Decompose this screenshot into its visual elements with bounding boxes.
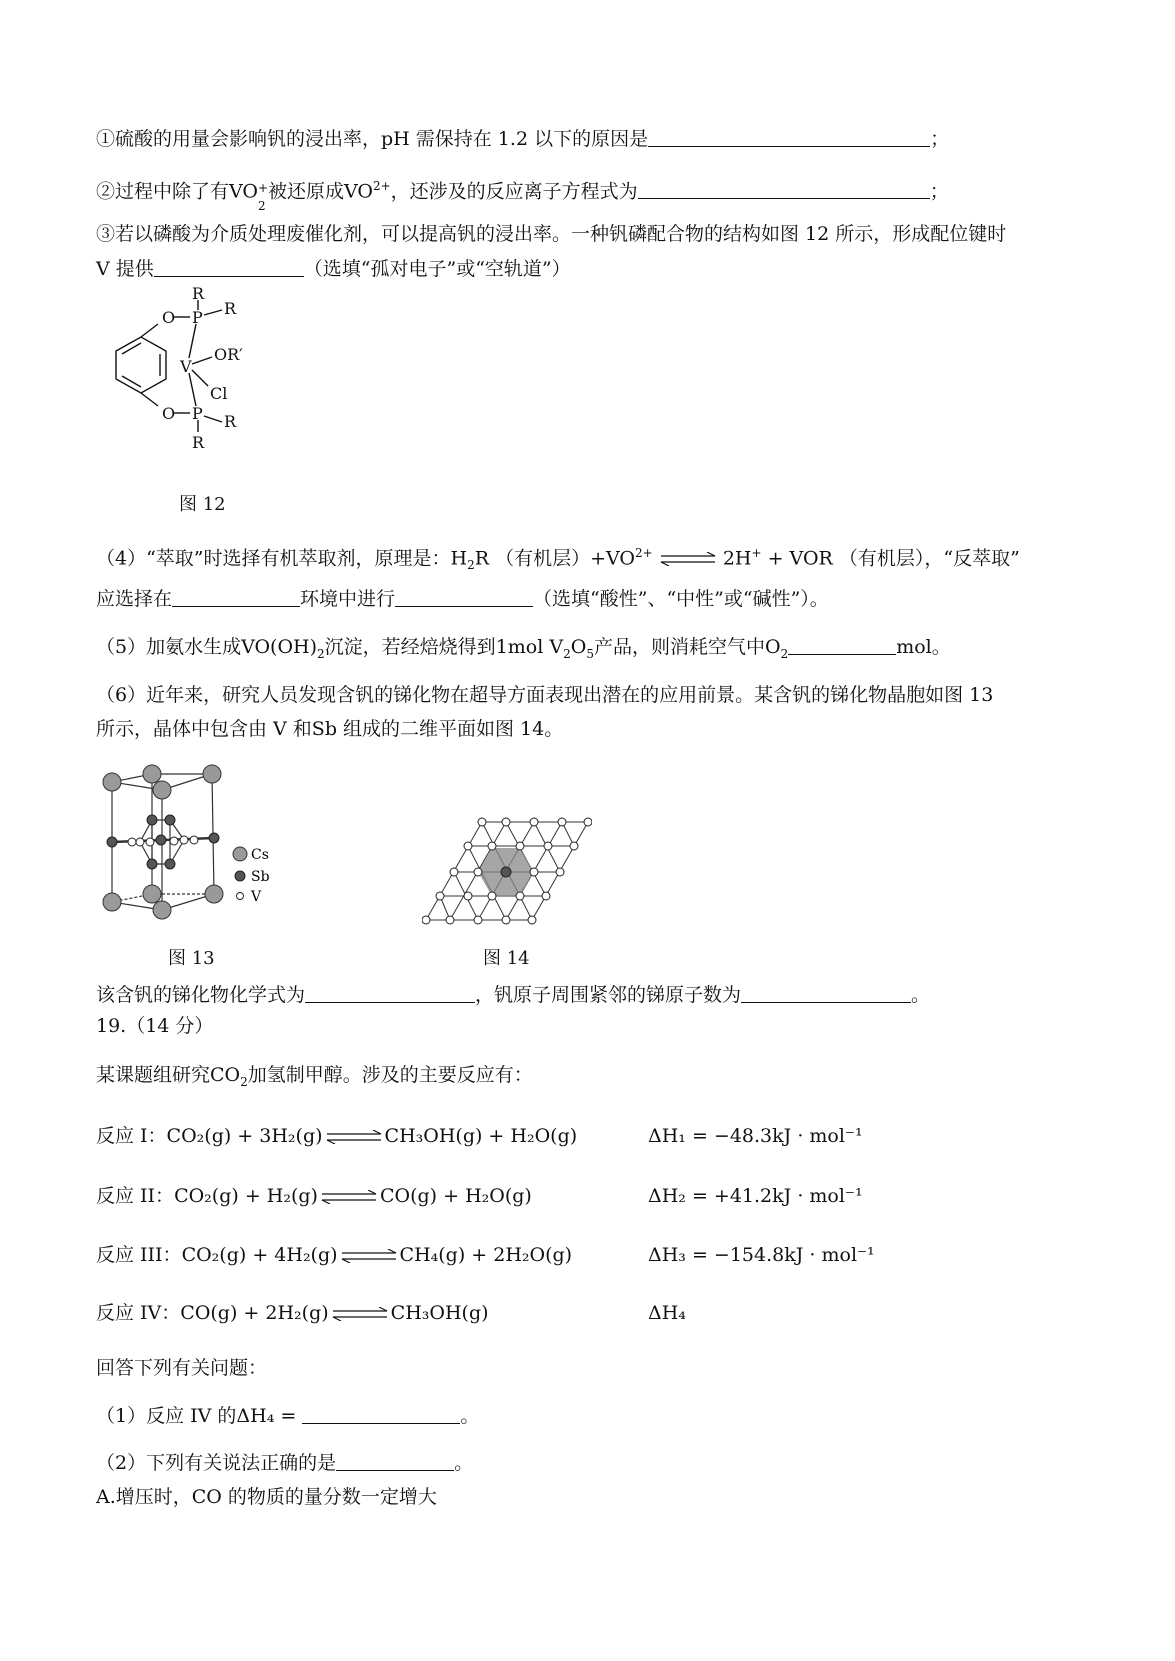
answer-blank[interactable]: [788, 636, 896, 655]
enthalpy-symbol: ΔH₃ =: [648, 1244, 708, 1266]
fig12-ORp: OR′: [214, 345, 243, 364]
fig12-R: R: [192, 433, 205, 452]
question-4-line-2: 应选择在 环境中进行 （选填“酸性”、“中性”或“碱性”）。: [96, 588, 829, 610]
question-19-ask: 回答下列有关问题：: [96, 1357, 268, 1379]
fig12-O-bottom: O: [162, 404, 176, 423]
question-5: （5）加氨水生成$VO(OH)_2$沉淀，若经焙烧得到1mol $V_2O_5$产品，则消耗空气中$O_2$ mol。: [96, 636, 951, 661]
reaction-reactants: CO₂(g) + 4H₂(g): [181, 1244, 338, 1266]
answer-blank[interactable]: [648, 128, 930, 147]
question-6-line-2: 所示，晶体中包含由 V 和Sb 组成的二维平面如图 14。: [96, 718, 564, 740]
reaction-reactants: CO₂(g) + 3H₂(g): [166, 1125, 323, 1147]
enthalpy-symbol: ΔH₁ =: [648, 1125, 708, 1147]
enthalpy-number: −48.3kJ · mol⁻¹: [713, 1125, 863, 1147]
question-line-1: ①硫酸的用量会影响钒的浸出率，pH 需保持在 1.2 以下的原因是 ；: [96, 128, 950, 150]
reaction-row: [96, 1183, 532, 1209]
figure-14-plane: [422, 816, 592, 926]
answer-blank[interactable]: [336, 1452, 454, 1471]
reaction-row: [96, 1123, 577, 1149]
figure-12-caption: 图 12: [179, 494, 226, 515]
fig12-P-bottom: P: [192, 404, 203, 423]
fig12-R: R: [224, 412, 237, 431]
answer-blank[interactable]: [172, 588, 300, 607]
reaction-label: 反应 II：: [96, 1185, 175, 1207]
equilibrium-arrow-icon: [331, 1307, 389, 1321]
fig12-R: R: [224, 299, 237, 318]
answer-blank[interactable]: [638, 180, 930, 199]
equilibrium-arrow-icon: [659, 552, 717, 566]
enthalpy-number: +41.2kJ · mol⁻¹: [713, 1185, 863, 1207]
equilibrium-arrow-icon: [340, 1249, 398, 1263]
question-4-line-1: （4）“萃取”时选择有机萃取剂，原理是：$H_2R$ （有机层）$+VO^{2+}$ 2H+ + VOR （有机层），“反萃取”: [96, 546, 1020, 573]
enthalpy-value: [648, 1300, 686, 1326]
reaction-row: [96, 1300, 489, 1326]
reaction-reactants: CO(g) + 2H₂(g): [180, 1302, 329, 1324]
question-6-line-1: （6）近年来，研究人员发现含钒的锑化物在超导方面表现出潜在的应用前景。某含钒的锑化物晶胞如图 13: [96, 684, 994, 706]
question-line-4: V 提供 （选填“孤对电子”或“空轨道”）: [96, 258, 571, 280]
question-19-heading: 19.（14 分）: [96, 1015, 214, 1037]
reaction-products: CH₃OH(g): [390, 1302, 489, 1324]
enthalpy-symbol: ΔH₂ =: [648, 1185, 708, 1207]
figure-14-caption: 图 14: [483, 948, 530, 969]
reaction-reactants: CO₂(g) + H₂(g): [174, 1185, 318, 1207]
equilibrium-arrow-icon: [325, 1130, 383, 1144]
fig12-R: R: [192, 286, 205, 303]
question-6-line-3: 该含钒的锑化物化学式为 ，钒原子周围紧邻的锑原子数为 。: [96, 984, 931, 1006]
option-a: A.增压时，CO 的物质的量分数一定增大: [96, 1486, 437, 1508]
equilibrium-arrow-icon: [320, 1190, 378, 1204]
fig12-O-top: O: [162, 308, 176, 327]
fig12-V: V: [180, 357, 192, 376]
figure-12-structure: [86, 286, 266, 461]
question-19-2: （2）下列有关说法正确的是 。: [96, 1452, 474, 1474]
answer-blank[interactable]: [302, 1405, 460, 1424]
answer-blank[interactable]: [305, 984, 475, 1003]
question-19-intro: 某课题组研究$CO_2$加氢制甲醇。涉及的主要反应有：: [96, 1064, 533, 1089]
enthalpy-value: [648, 1242, 875, 1268]
reaction-label: 反应 I：: [96, 1125, 167, 1147]
reaction-label: 反应 III：: [96, 1244, 182, 1266]
question-19-1: （1）反应 IV 的ΔH₄ = 。: [96, 1405, 480, 1427]
fig12-P-top: P: [192, 308, 203, 327]
legend-cs: Cs: [251, 847, 269, 863]
figure-13-caption: 图 13: [168, 948, 215, 969]
legend-sb: Sb: [251, 869, 270, 885]
enthalpy-symbol: ΔH₄: [648, 1302, 686, 1324]
reaction-products: CH₃OH(g) + H₂O(g): [384, 1125, 578, 1147]
fig12-Cl: Cl: [210, 384, 228, 403]
legend-v: V: [251, 889, 262, 905]
answer-blank[interactable]: [395, 588, 533, 607]
question-line-3: ③若以磷酸为介质处理废催化剂，可以提高钒的浸出率。一种钒磷配合物的结构如图 12 所示，形成配位键时: [96, 223, 1007, 245]
enthalpy-value: [648, 1123, 863, 1149]
reaction-row: [96, 1242, 572, 1268]
legend: [233, 847, 270, 905]
reaction-products: CO(g) + H₂O(g): [379, 1185, 532, 1207]
question-line-2: ②过程中除了有VO + 2 被还原成$VO^{2+}$，还涉及的反应离子方程式为 ；: [96, 179, 949, 214]
answer-blank[interactable]: [741, 984, 911, 1003]
figure-13-unit-cell: [94, 760, 294, 922]
enthalpy-number: −154.8kJ · mol⁻¹: [713, 1244, 875, 1266]
enthalpy-value: [648, 1183, 863, 1209]
reaction-label: 反应 IV：: [96, 1302, 181, 1324]
reaction-products: CH₄(g) + 2H₂O(g): [399, 1244, 573, 1266]
answer-blank[interactable]: [154, 258, 304, 277]
